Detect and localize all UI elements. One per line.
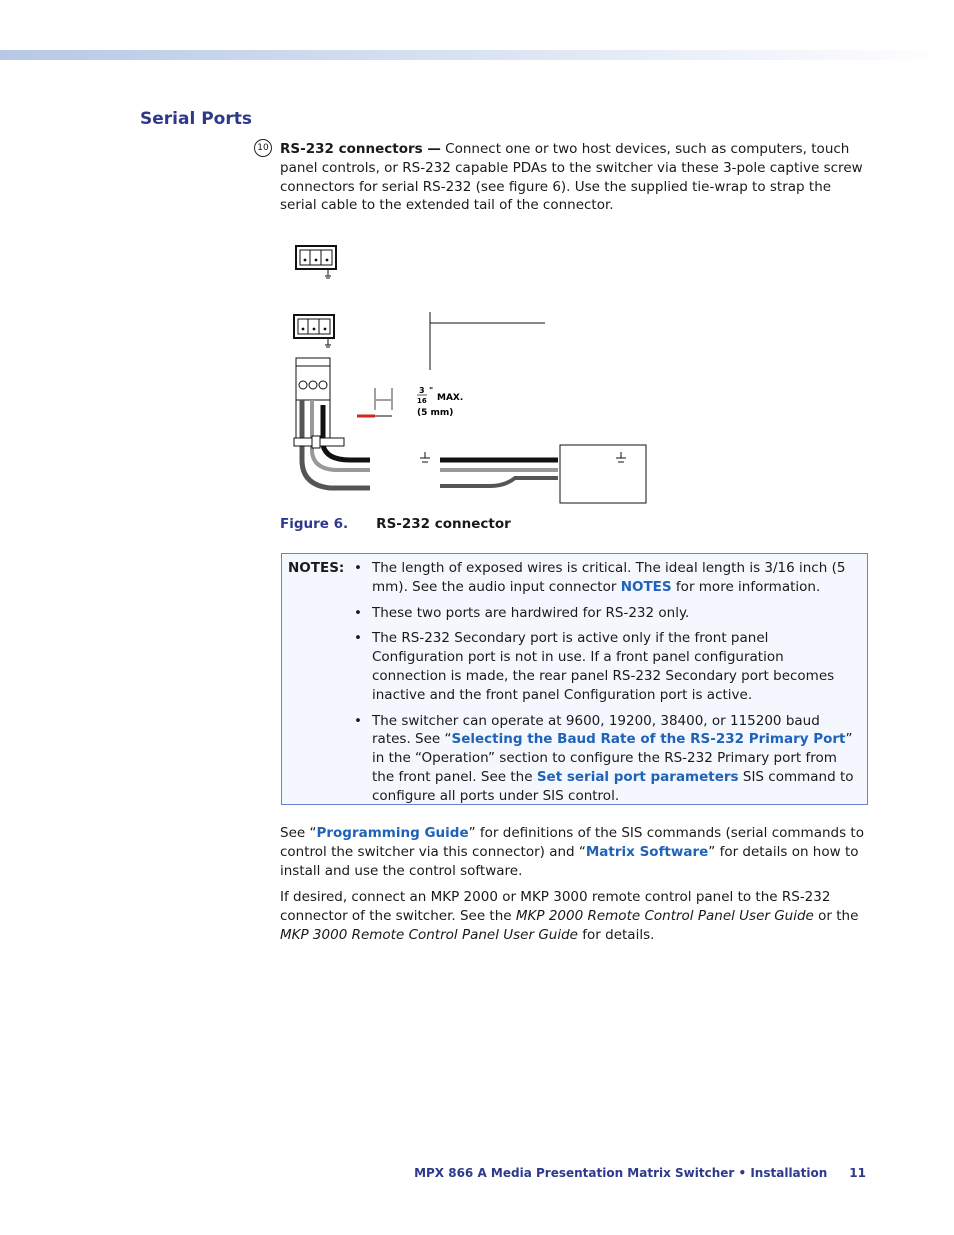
intro-text: Connect one or two host devices, such as computers, touch panel controls, or RS-232 capable PDAs to the switcher via these 3-pole captive screw connectors for serial RS-232 (see figure 6). Use the supplied tie-wrap to strap the serial cable to the extended tail of the connector.: [280, 141, 863, 214]
see-paragraph: See “Programming Guide” for definitions of the SIS commands (serial commands to control the switcher via this connector) and “Matrix Software” for details on how to install and use the control software.: [280, 825, 864, 879]
dim-mm: (5 mm): [417, 408, 454, 418]
figure-number: Figure 6.: [280, 516, 349, 532]
mkp2000-guide: MKP 2000 Remote Control Panel User Guide: [515, 907, 814, 924]
note-item: • These two ports are hardwired for RS-232 only.: [354, 604, 690, 621]
callout-number: 10: [254, 139, 272, 157]
page-footer: [414, 1166, 866, 1180]
mkp-paragraph: If desired, connect an MKP 2000 or MKP 3000 remote control panel to the RS-232 connector of the switcher. See the MKP 2000 Remote Control Panel User Guide or the MKP 3000 Remote Control Panel User Guide for details.: [280, 889, 859, 943]
connector-bottom-icon: [294, 315, 334, 347]
serial-params-link[interactable]: Set serial port parameters: [536, 768, 739, 785]
section-title: Serial Ports: [140, 109, 252, 129]
figure-caption: [280, 516, 511, 532]
dimension-callout: [357, 386, 463, 418]
baud-rate-link[interactable]: Selecting the Baud Rate of the RS-232 Primary Port: [451, 731, 846, 748]
programming-guide-link[interactable]: Programming Guide: [316, 825, 469, 841]
note-item: • The RS-232 Secondary port is active only if the front panel Configuration port is not in use. If a front panel configuration connection is made, the rear panel RS-232 Secondary port becomes inactive and the front panel Configuration port is active.: [354, 630, 835, 703]
note-item: • The switcher can operate at 9600, 19200, 38400, or 115200 baud rates. See “Selecting the Baud Rate of the RS-232 Primary Port” in the “Operation” section to configure the RS-232 Primary port from the front panel. See the Set serial port parameters SIS command to configure all ports under SIS control.: [354, 712, 854, 804]
dim-unit: ": [429, 386, 434, 395]
serial-cable: [420, 445, 646, 503]
dim-max: MAX.: [437, 393, 464, 403]
dim-denominator: 16: [417, 397, 427, 405]
intro-paragraph: [280, 140, 865, 215]
intro-bold: RS-232 connectors —: [280, 141, 441, 157]
dim-numerator: 3: [419, 386, 425, 395]
figure-title: RS-232 connector: [376, 516, 511, 532]
header-bar: [0, 50, 954, 60]
mkp3000-guide: MKP 3000 Remote Control Panel User Guide: [280, 926, 578, 943]
plug-icon: [294, 358, 370, 488]
rs232-connector-diagram: [290, 240, 660, 510]
notes-box: [281, 553, 868, 805]
page-number: 11: [849, 1166, 866, 1180]
notes-label: NOTES:: [288, 560, 345, 576]
notes-link[interactable]: NOTES: [620, 578, 672, 595]
footer-title: MPX 866 A Media Presentation Matrix Switcher • Installation: [414, 1166, 828, 1180]
connector-top-icon: [296, 246, 336, 278]
matrix-software-link[interactable]: Matrix Software: [585, 843, 709, 860]
notes-list: [354, 559, 862, 813]
note-item: • The length of exposed wires is critical. The ideal length is 3/16 inch (5 mm). See the audio input connector NOTES for more information.: [354, 560, 846, 595]
